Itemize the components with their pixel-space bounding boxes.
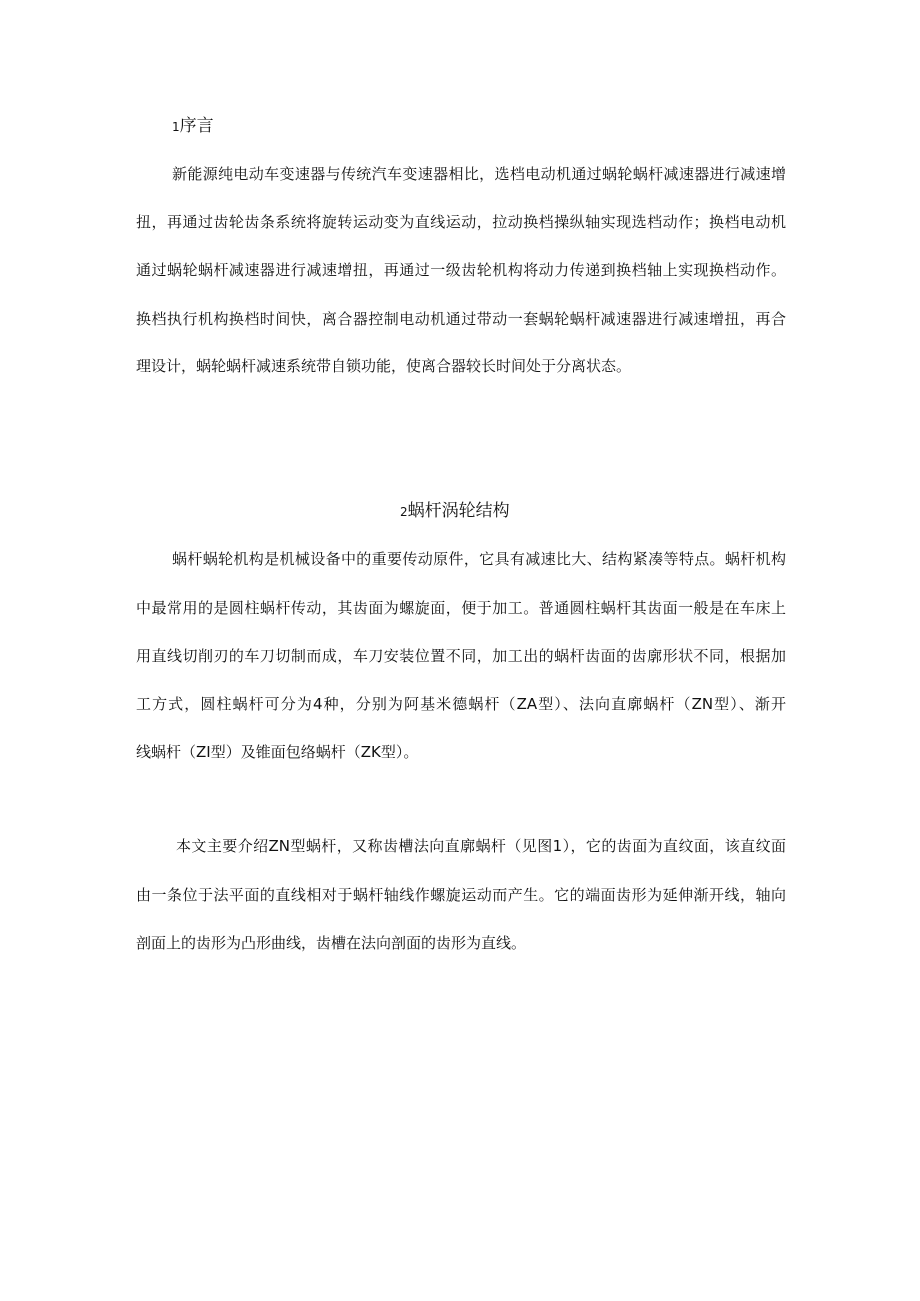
paragraph-line: 工方式，圆柱蜗杆可分为4种，分别为阿基米德蜗杆（ZA型）、法向直廓蜗杆（ZN型）、渐开 bbox=[136, 695, 786, 713]
paragraph-line: 由一条位于法平面的直线相对于蜗杆轴线作螺旋运动而产生。它的端面齿形为延伸渐开线，轴向 bbox=[136, 886, 786, 904]
paragraph-line: 剖面上的齿形为凸形曲线，齿槽在法向剖面的齿形为直线。 bbox=[136, 934, 527, 952]
section-2-title: 蜗杆涡轮结构 bbox=[407, 501, 510, 521]
paragraph-line: 换档执行机构换档时间快，离合器控制电动机通过带动一套蜗轮蜗杆减速器进行减速增扭，再合 bbox=[136, 310, 786, 328]
paragraph-line: 中最常用的是圆柱蜗杆传动，其齿面为螺旋面，便于加工。普通圆柱蜗杆其齿面一般是在车床上 bbox=[136, 599, 786, 617]
paragraph-line: 通过蜗轮蜗杆减速器进行减速增扭，再通过一级齿轮机构将动力传递到换档轴上实现换档动作。 bbox=[136, 261, 786, 279]
section-2-number: 2 bbox=[400, 505, 408, 519]
paragraph-line: 扭，再通过齿轮齿条系统将旋转运动变为直线运动，拉动换档操纵轴实现选档动作；换档电动机 bbox=[136, 213, 786, 231]
paragraph-line: 蜗杆蜗轮机构是机械设备中的重要传动原件，它具有减速比大、结构紧凑等特点。蜗杆机构 bbox=[172, 550, 786, 568]
paragraph-line: 线蜗杆（ZI型）及锥面包络蜗杆（ZK型）。 bbox=[136, 743, 419, 761]
paragraph-line: 本文主要介绍ZN型蜗杆，又称齿槽法向直廓蜗杆（见图1），它的齿面为直纹面，该直纹面 bbox=[176, 837, 786, 855]
section-1-number: 1 bbox=[172, 120, 180, 134]
section-2-heading bbox=[400, 499, 510, 524]
section-1-title: 序言 bbox=[179, 116, 214, 136]
paragraph-line: 用直线切削刃的车刀切制而成，车刀安装位置不同，加工出的蜗杆齿面的齿廓形状不同，根据加 bbox=[136, 647, 786, 665]
paragraph-line: 理设计，蜗轮蜗杆减速系统带自锁功能，使离合器较长时间处于分离状态。 bbox=[136, 357, 632, 375]
paragraph-line: 新能源纯电动车变速器与传统汽车变速器相比，选档电动机通过蜗轮蜗杆减速器进行减速增 bbox=[172, 165, 786, 183]
section-1-heading bbox=[172, 114, 214, 139]
